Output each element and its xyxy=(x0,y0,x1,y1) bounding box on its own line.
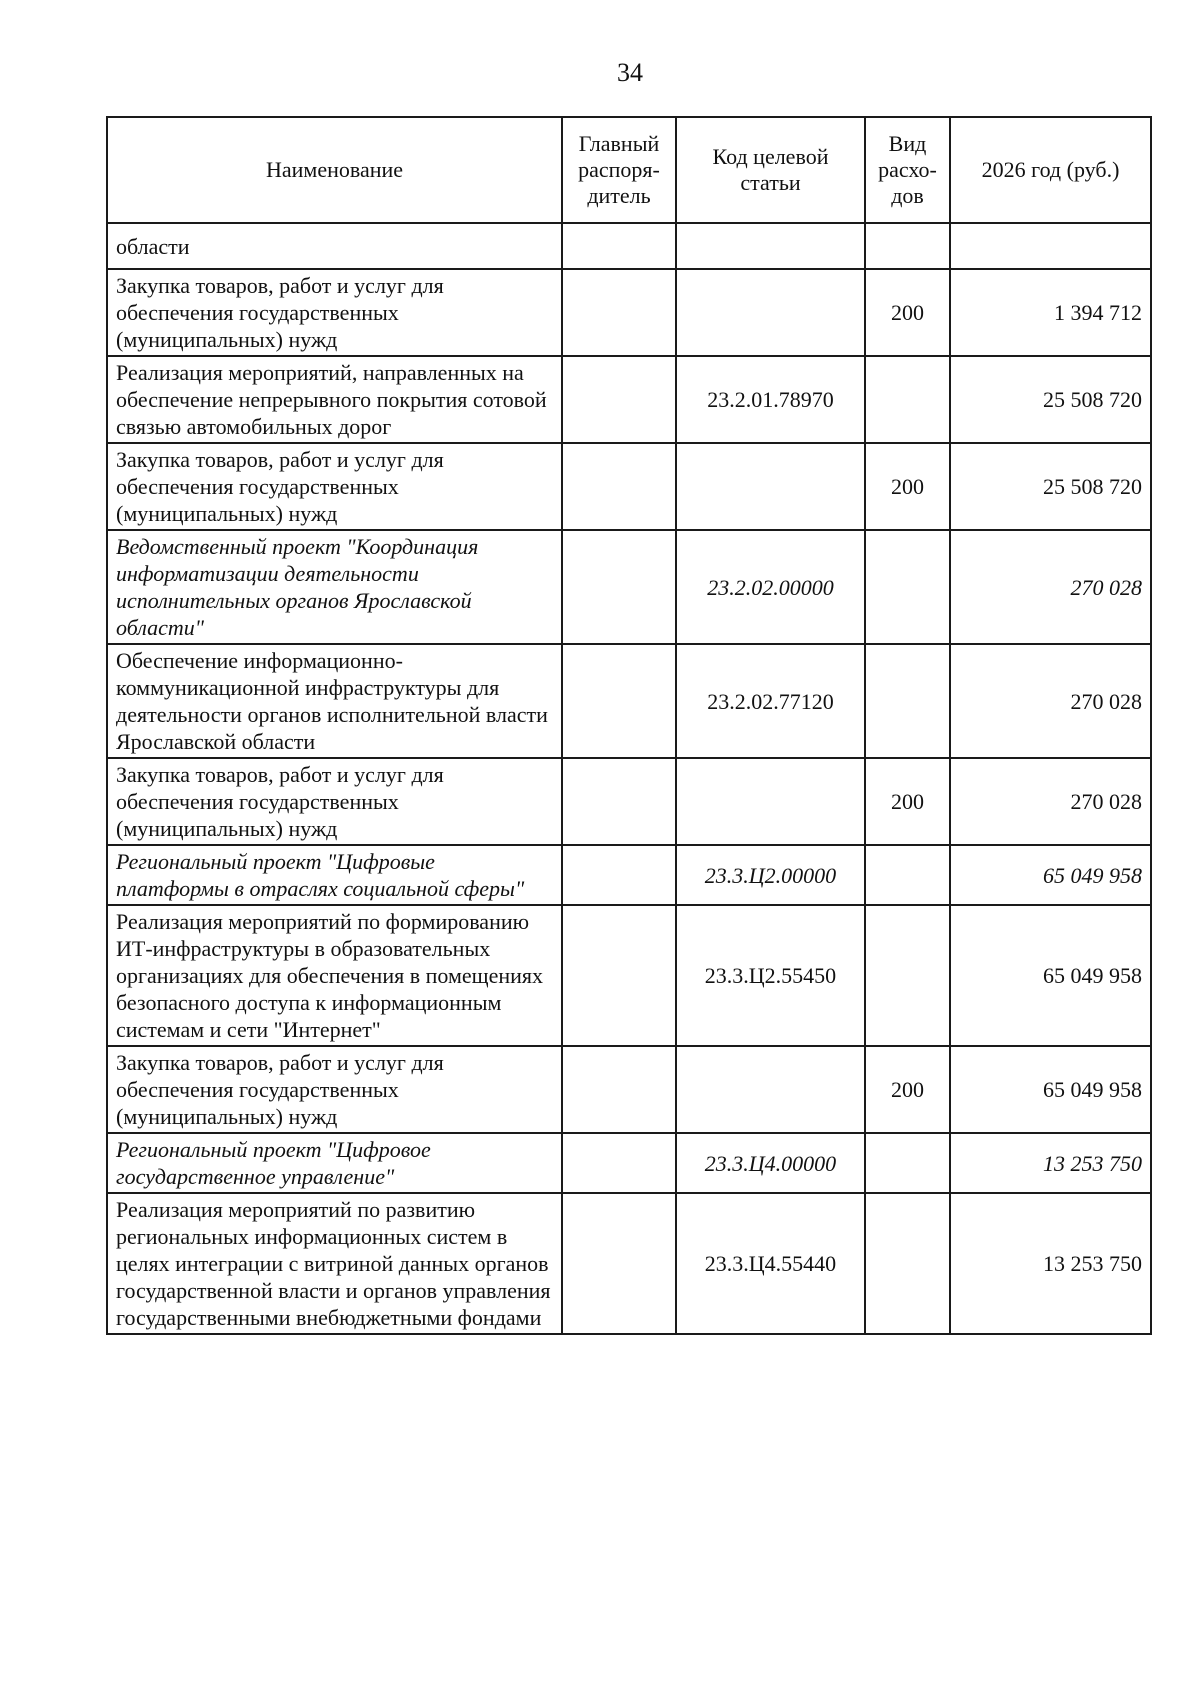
cell-main-manager xyxy=(562,644,676,758)
cell-target-code: 23.2.01.78970 xyxy=(676,356,865,443)
cell-main-manager xyxy=(562,269,676,356)
cell-target-code xyxy=(676,269,865,356)
cell-amount: 1 394 712 xyxy=(950,269,1151,356)
table-row xyxy=(107,905,1151,1046)
cell-expense-type xyxy=(865,1193,950,1334)
cell-name: Закупка товаров, работ и услуг для обеспечения государственных (муниципальных) нужд xyxy=(107,443,562,530)
cell-name: Закупка товаров, работ и услуг для обеспечения государственных (муниципальных) нужд xyxy=(107,269,562,356)
cell-main-manager xyxy=(562,1133,676,1193)
table-row xyxy=(107,223,1151,269)
cell-main-manager xyxy=(562,905,676,1046)
cell-expense-type xyxy=(865,223,950,269)
cell-expense-type: 200 xyxy=(865,443,950,530)
table-row xyxy=(107,644,1151,758)
cell-name: Региональный проект "Цифровое государственное управление" xyxy=(107,1133,562,1193)
cell-expense-type xyxy=(865,845,950,905)
table-row xyxy=(107,269,1151,356)
cell-amount: 65 049 958 xyxy=(950,845,1151,905)
table-row xyxy=(107,1193,1151,1334)
budget-table xyxy=(106,116,1152,1335)
cell-amount: 270 028 xyxy=(950,530,1151,644)
cell-name: Реализация мероприятий по развитию региональных информационных систем в целях интеграции с витриной данных органов государственной власти и органов управления государственными внебюджетными фондами xyxy=(107,1193,562,1334)
cell-name: Обеспечение информационно-коммуникационной инфраструктуры для деятельности органов исполнительной власти Ярославской области xyxy=(107,644,562,758)
cell-main-manager xyxy=(562,1193,676,1334)
table-header xyxy=(107,117,1151,223)
cell-main-manager xyxy=(562,443,676,530)
cell-main-manager xyxy=(562,356,676,443)
page-number: 34 xyxy=(617,58,643,87)
cell-name: Закупка товаров, работ и услуг для обеспечения государственных (муниципальных) нужд xyxy=(107,1046,562,1133)
cell-target-code: 23.3.Ц4.55440 xyxy=(676,1193,865,1334)
header-target-code: Код целевой статьи xyxy=(676,117,865,223)
cell-amount: 25 508 720 xyxy=(950,443,1151,530)
cell-expense-type xyxy=(865,356,950,443)
cell-name: Реализация мероприятий, направленных на обеспечение непрерывного покрытия сотовой связью автомобильных дорог xyxy=(107,356,562,443)
table-row xyxy=(107,1046,1151,1133)
table-row xyxy=(107,443,1151,530)
cell-main-manager xyxy=(562,845,676,905)
cell-expense-type xyxy=(865,905,950,1046)
cell-amount: 65 049 958 xyxy=(950,1046,1151,1133)
cell-target-code: 23.2.02.77120 xyxy=(676,644,865,758)
cell-expense-type xyxy=(865,1133,950,1193)
table-row xyxy=(107,530,1151,644)
table-row xyxy=(107,845,1151,905)
cell-expense-type xyxy=(865,530,950,644)
header-amount: 2026 год (руб.) xyxy=(950,117,1151,223)
cell-expense-type: 200 xyxy=(865,758,950,845)
header-main-manager: Главный распоря-дитель xyxy=(562,117,676,223)
cell-expense-type: 200 xyxy=(865,1046,950,1133)
cell-name: Ведомственный проект "Координация информатизации деятельности исполнительных органов Ярославской области" xyxy=(107,530,562,644)
cell-main-manager xyxy=(562,758,676,845)
cell-main-manager xyxy=(562,530,676,644)
cell-target-code: 23.2.02.00000 xyxy=(676,530,865,644)
cell-expense-type: 200 xyxy=(865,269,950,356)
cell-amount: 65 049 958 xyxy=(950,905,1151,1046)
cell-amount xyxy=(950,223,1151,269)
table-row xyxy=(107,758,1151,845)
cell-amount: 13 253 750 xyxy=(950,1193,1151,1334)
cell-name: Региональный проект "Цифровые платформы в отраслях социальной сферы" xyxy=(107,845,562,905)
cell-name: области xyxy=(107,223,562,269)
cell-target-code xyxy=(676,443,865,530)
table-row xyxy=(107,356,1151,443)
cell-name: Закупка товаров, работ и услуг для обеспечения государственных (муниципальных) нужд xyxy=(107,758,562,845)
header-expense-type: Вид расхо-дов xyxy=(865,117,950,223)
cell-amount: 25 508 720 xyxy=(950,356,1151,443)
cell-amount: 13 253 750 xyxy=(950,1133,1151,1193)
cell-target-code: 23.3.Ц2.00000 xyxy=(676,845,865,905)
cell-amount: 270 028 xyxy=(950,758,1151,845)
cell-name: Реализация мероприятий по формированию ИТ-инфраструктуры в образовательных организациях для обеспечения в помещениях безопасного доступа к информационным системам и сети "Интернет" xyxy=(107,905,562,1046)
cell-target-code xyxy=(676,758,865,845)
cell-target-code: 23.3.Ц4.00000 xyxy=(676,1133,865,1193)
cell-target-code xyxy=(676,223,865,269)
header-name: Наименование xyxy=(107,117,562,223)
table-body xyxy=(107,223,1151,1334)
cell-target-code xyxy=(676,1046,865,1133)
table-row xyxy=(107,1133,1151,1193)
header-row xyxy=(107,117,1151,223)
cell-main-manager xyxy=(562,1046,676,1133)
cell-main-manager xyxy=(562,223,676,269)
cell-expense-type xyxy=(865,644,950,758)
cell-amount: 270 028 xyxy=(950,644,1151,758)
cell-target-code: 23.3.Ц2.55450 xyxy=(676,905,865,1046)
